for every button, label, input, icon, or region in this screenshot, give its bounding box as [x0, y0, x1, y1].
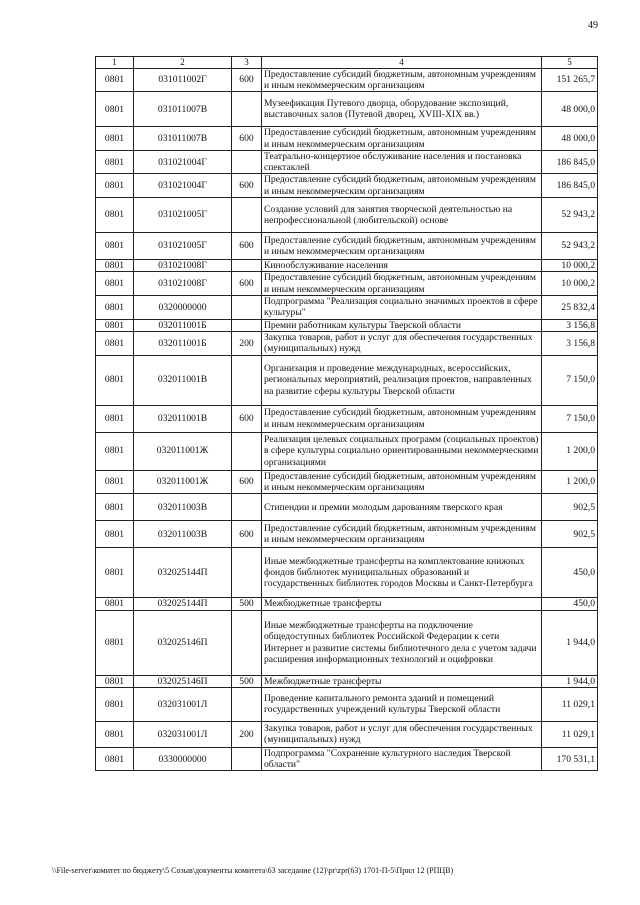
expense-type-cell	[232, 319, 262, 331]
section-code-cell: 0801	[96, 548, 134, 598]
target-code-cell: 031021004Г	[134, 150, 232, 174]
table-row	[96, 331, 598, 355]
description-cell: Подпрограмма "Сохранение культурного наследия Тверской области"	[262, 747, 542, 771]
section-code-cell: 0801	[96, 260, 134, 272]
table-row	[96, 150, 598, 174]
table-row	[96, 675, 598, 687]
target-code-cell: 031021005Г	[134, 233, 232, 260]
description-cell: Предоставление субсидий бюджетным, автономным учреждениям и иным некоммерческим организациям	[262, 127, 542, 151]
target-code-cell: 031011002Г	[134, 68, 232, 92]
target-code-cell: 032031001Л	[134, 687, 232, 721]
description-cell: Музеефикация Путевого дворца, оборудование экспозиций, выставочных залов (Путевой дворец, XVIII-XIX вв.)	[262, 92, 542, 127]
table-row	[96, 610, 598, 675]
description-cell: Кинообслуживание населения	[262, 260, 542, 272]
expense-type-cell: 200	[232, 721, 262, 747]
description-cell: Предоставление субсидий бюджетным, автономным учреждениям и иным некоммерческим организациям	[262, 470, 542, 494]
description-cell: Предоставление субсидий бюджетным, автономным учреждениям и иным некоммерческим организациям	[262, 174, 542, 198]
description-cell: Иные межбюджетные трансферты на подключение общедоступных библиотек Российской Федерации к сети Интернет и развитие системы библиотечного дела с учетом задачи расширения информационных технологий и оцифровки	[262, 610, 542, 675]
column-header: 5	[542, 57, 598, 69]
description-cell: Театрально-концертное обслуживание населения и постановка спектаклей	[262, 150, 542, 174]
amount-cell: 7 150,0	[542, 405, 598, 432]
expense-type-cell: 500	[232, 598, 262, 610]
description-cell: Предоставление субсидий бюджетным, автономным учреждениям и иным некоммерческим организациям	[262, 521, 542, 548]
section-code-cell: 0801	[96, 331, 134, 355]
target-code-cell: 031021008Г	[134, 272, 232, 296]
target-code-cell: 032011001Б	[134, 331, 232, 355]
amount-cell: 1 944,0	[542, 675, 598, 687]
amount-cell: 450,0	[542, 598, 598, 610]
description-cell: Реализация целевых социальных программ (социальных проектов) в сфере культуры социально ориентированными некоммерческими организациями	[262, 432, 542, 470]
target-code-cell: 031021004Г	[134, 174, 232, 198]
description-cell: Подпрограмма "Реализация социально значимых проектов в сфере культуры"	[262, 296, 542, 320]
section-code-cell: 0801	[96, 675, 134, 687]
amount-cell: 11 029,1	[542, 721, 598, 747]
amount-cell: 11 029,1	[542, 687, 598, 721]
description-cell: Премии работникам культуры Тверской области	[262, 319, 542, 331]
section-code-cell: 0801	[96, 355, 134, 405]
column-header: 4	[262, 57, 542, 69]
target-code-cell: 032011001В	[134, 405, 232, 432]
expense-type-cell: 600	[232, 127, 262, 151]
section-code-cell: 0801	[96, 432, 134, 470]
section-code-cell: 0801	[96, 174, 134, 198]
section-code-cell: 0801	[96, 233, 134, 260]
description-cell: Проведение капитального ремонта зданий и помещений государственных учреждений культуры Тверской области	[262, 687, 542, 721]
target-code-cell: 032031001Л	[134, 721, 232, 747]
section-code-cell: 0801	[96, 598, 134, 610]
description-cell: Иные межбюджетные трансферты на комплектование книжных фондов библиотек муниципальных образований и государственных библиотек городов Москвы и Санкт-Петербурга	[262, 548, 542, 598]
file-path-footer: \\File-server\комитет по бюджету\5 Созыв\документы комитета\63 заседание (12)\pr\zpr(63) 1701-П-5\Прил 12 (РПЦВ)	[52, 866, 454, 875]
section-code-cell: 0801	[96, 405, 134, 432]
column-header: 1	[96, 57, 134, 69]
section-code-cell: 0801	[96, 127, 134, 151]
table-row	[96, 233, 598, 260]
description-cell: Закупка товаров, работ и услуг для обеспечения государственных (муниципальных) нужд	[262, 721, 542, 747]
table-row	[96, 127, 598, 151]
amount-cell: 151 265,7	[542, 68, 598, 92]
description-cell: Межбюджетные трансферты	[262, 675, 542, 687]
description-cell: Предоставление субсидий бюджетным, автономным учреждениям и иным некоммерческим организациям	[262, 272, 542, 296]
expense-type-cell: 200	[232, 331, 262, 355]
expense-type-cell	[232, 150, 262, 174]
expense-type-cell	[232, 92, 262, 127]
description-cell: Создание условий для занятия творческой деятельностью на непрофессиональной (любительской) основе	[262, 198, 542, 233]
section-code-cell: 0801	[96, 68, 134, 92]
expense-type-cell	[232, 355, 262, 405]
table-row	[96, 521, 598, 548]
description-cell: Предоставление субсидий бюджетным, автономным учреждениям и иным некоммерческим организациям	[262, 405, 542, 432]
page-number: 49	[588, 20, 598, 31]
expense-type-cell: 600	[232, 272, 262, 296]
section-code-cell: 0801	[96, 198, 134, 233]
table-row	[96, 470, 598, 494]
expense-type-cell: 600	[232, 470, 262, 494]
amount-cell: 48 000,0	[542, 127, 598, 151]
table-header-row	[96, 57, 598, 69]
target-code-cell: 031011007В	[134, 92, 232, 127]
amount-cell: 902,5	[542, 494, 598, 521]
table-row	[96, 260, 598, 272]
amount-cell: 1 944,0	[542, 610, 598, 675]
section-code-cell: 0801	[96, 610, 134, 675]
expense-type-cell	[232, 687, 262, 721]
target-code-cell: 031021005Г	[134, 198, 232, 233]
expense-type-cell	[232, 198, 262, 233]
amount-cell: 48 000,0	[542, 92, 598, 127]
target-code-cell: 032025146П	[134, 675, 232, 687]
amount-cell: 10 000,2	[542, 260, 598, 272]
target-code-cell: 032011001Б	[134, 319, 232, 331]
target-code-cell: 031011007В	[134, 127, 232, 151]
expense-type-cell	[232, 296, 262, 320]
target-code-cell: 032011001В	[134, 355, 232, 405]
expense-type-cell: 600	[232, 233, 262, 260]
expense-type-cell: 500	[232, 675, 262, 687]
expense-type-cell	[232, 260, 262, 272]
budget-table	[95, 56, 598, 771]
column-header: 3	[232, 57, 262, 69]
amount-cell: 3 156,8	[542, 319, 598, 331]
expense-type-cell: 600	[232, 174, 262, 198]
section-code-cell: 0801	[96, 521, 134, 548]
amount-cell: 186 845,0	[542, 174, 598, 198]
section-code-cell: 0801	[96, 747, 134, 771]
amount-cell: 10 000,2	[542, 272, 598, 296]
description-cell: Закупка товаров, работ и услуг для обеспечения государственных (муниципальных) нужд	[262, 331, 542, 355]
amount-cell: 3 156,8	[542, 331, 598, 355]
table-row	[96, 355, 598, 405]
expense-type-cell	[232, 610, 262, 675]
table-row	[96, 272, 598, 296]
expense-type-cell	[232, 747, 262, 771]
table-row	[96, 68, 598, 92]
description-cell: Предоставление субсидий бюджетным, автономным учреждениям и иным некоммерческим организациям	[262, 68, 542, 92]
target-code-cell: 0320000000	[134, 296, 232, 320]
table-row	[96, 198, 598, 233]
table-row	[96, 747, 598, 771]
expense-type-cell	[232, 548, 262, 598]
section-code-cell: 0801	[96, 470, 134, 494]
table-row	[96, 548, 598, 598]
target-code-cell: 032011003В	[134, 494, 232, 521]
target-code-cell: 032011001Ж	[134, 432, 232, 470]
amount-cell: 52 943,2	[542, 233, 598, 260]
expense-type-cell: 600	[232, 405, 262, 432]
section-code-cell: 0801	[96, 319, 134, 331]
target-code-cell: 031021008Г	[134, 260, 232, 272]
target-code-cell: 032025144П	[134, 598, 232, 610]
section-code-cell: 0801	[96, 494, 134, 521]
expense-type-cell	[232, 494, 262, 521]
target-code-cell: 032011001Ж	[134, 470, 232, 494]
amount-cell: 52 943,2	[542, 198, 598, 233]
amount-cell: 186 845,0	[542, 150, 598, 174]
description-cell: Предоставление субсидий бюджетным, автономным учреждениям и иным некоммерческим организациям	[262, 233, 542, 260]
description-cell: Стипендии и премии молодым дарованиям тверского края	[262, 494, 542, 521]
table-row	[96, 296, 598, 320]
column-header: 2	[134, 57, 232, 69]
section-code-cell: 0801	[96, 721, 134, 747]
table-row	[96, 174, 598, 198]
table-row	[96, 721, 598, 747]
amount-cell: 170 531,1	[542, 747, 598, 771]
section-code-cell: 0801	[96, 296, 134, 320]
description-cell: Межбюджетные трансферты	[262, 598, 542, 610]
expense-type-cell	[232, 432, 262, 470]
section-code-cell: 0801	[96, 92, 134, 127]
table-row	[96, 687, 598, 721]
section-code-cell: 0801	[96, 150, 134, 174]
amount-cell: 450,0	[542, 548, 598, 598]
description-cell: Организация и проведение международных, всероссийских, региональных мероприятий, реализация проектов, направленных на развитие сферы культуры Тверской области	[262, 355, 542, 405]
amount-cell: 1 200,0	[542, 432, 598, 470]
target-code-cell: 0330000000	[134, 747, 232, 771]
table-row	[96, 432, 598, 470]
table-row	[96, 319, 598, 331]
amount-cell: 1 200,0	[542, 470, 598, 494]
target-code-cell: 032011003В	[134, 521, 232, 548]
table-row	[96, 92, 598, 127]
table-row	[96, 494, 598, 521]
expense-type-cell: 600	[232, 521, 262, 548]
table-row	[96, 405, 598, 432]
amount-cell: 7 150,0	[542, 355, 598, 405]
expense-type-cell: 600	[232, 68, 262, 92]
table-row	[96, 598, 598, 610]
target-code-cell: 032025144П	[134, 548, 232, 598]
target-code-cell: 032025146П	[134, 610, 232, 675]
amount-cell: 902,5	[542, 521, 598, 548]
section-code-cell: 0801	[96, 272, 134, 296]
amount-cell: 25 832,4	[542, 296, 598, 320]
section-code-cell: 0801	[96, 687, 134, 721]
